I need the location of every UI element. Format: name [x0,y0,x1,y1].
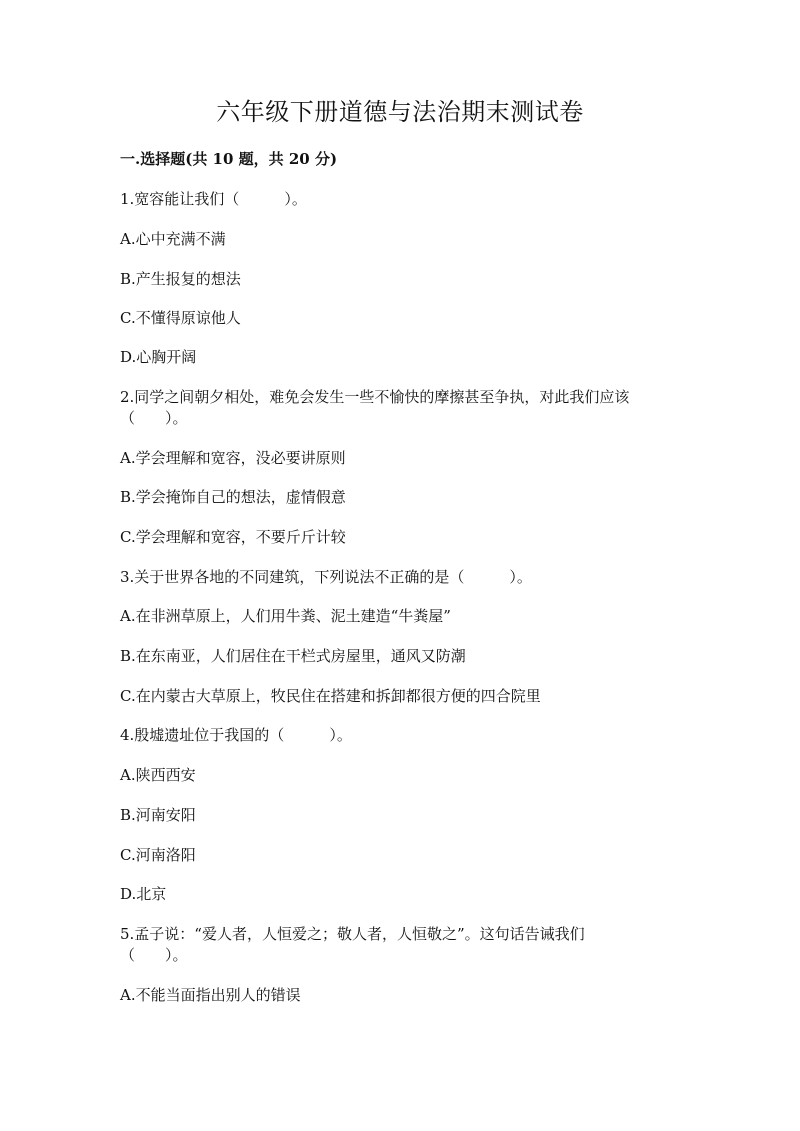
question-2-option-c: C.学会理解和宽容，不要斤斤计较 [120,528,346,546]
question-5-option-a: A.不能当面指出别人的错误 [120,986,301,1004]
question-2-option-a: A.学会理解和宽容，没必要讲原则 [120,449,346,467]
question-5-stem: 5.孟子说：“爱人者，人恒爱之；敬人者，人恒敬之”。这句话告诫我们 [120,925,585,943]
question-3-option-b: B.在东南亚，人们居住在干栏式房屋里，通风又防潮 [120,647,466,665]
question-1-option-b: B.产生报复的想法 [120,270,241,288]
question-4-stem: 4.殷墟遗址位于我国的（ ）。 [120,726,352,744]
question-2-option-b: B.学会掩饰自己的想法，虚情假意 [120,488,346,506]
question-1-option-d: D.心胸开阔 [120,348,197,366]
question-3-option-a: A.在非洲草原上，人们用牛粪、泥土建造“牛粪屋” [120,607,451,625]
question-3-stem: 3.关于世界各地的不同建筑，下列说法不正确的是（ ）。 [120,568,532,586]
question-4-option-b: B.河南安阳 [120,806,196,824]
question-3-option-c: C.在内蒙古大草原上，牧民住在搭建和拆卸都很方便的四合院里 [120,687,541,705]
question-1-option-a: A.心中充满不满 [120,230,226,248]
question-1-stem: 1.宽容能让我们（ ）。 [120,190,307,208]
question-4-option-c: C.河南洛阳 [120,846,196,864]
question-2-stem: 2.同学之间朝夕相处，难免会发生一些不愉快的摩擦甚至争执，对此我们应该 [120,388,630,406]
question-5-stem-continued: （ ）。 [120,946,188,964]
question-2-stem-continued: （ ）。 [120,409,188,427]
question-4-option-d: D.北京 [120,885,167,903]
exam-title: 六年级下册道德与法治期末测试卷 [216,98,584,126]
question-4-option-a: A.陕西西安 [120,766,196,784]
question-1-option-c: C.不懂得原谅他人 [120,309,241,327]
section-heading: 一.选择题(共 10 题，共 20 分) [120,150,338,168]
